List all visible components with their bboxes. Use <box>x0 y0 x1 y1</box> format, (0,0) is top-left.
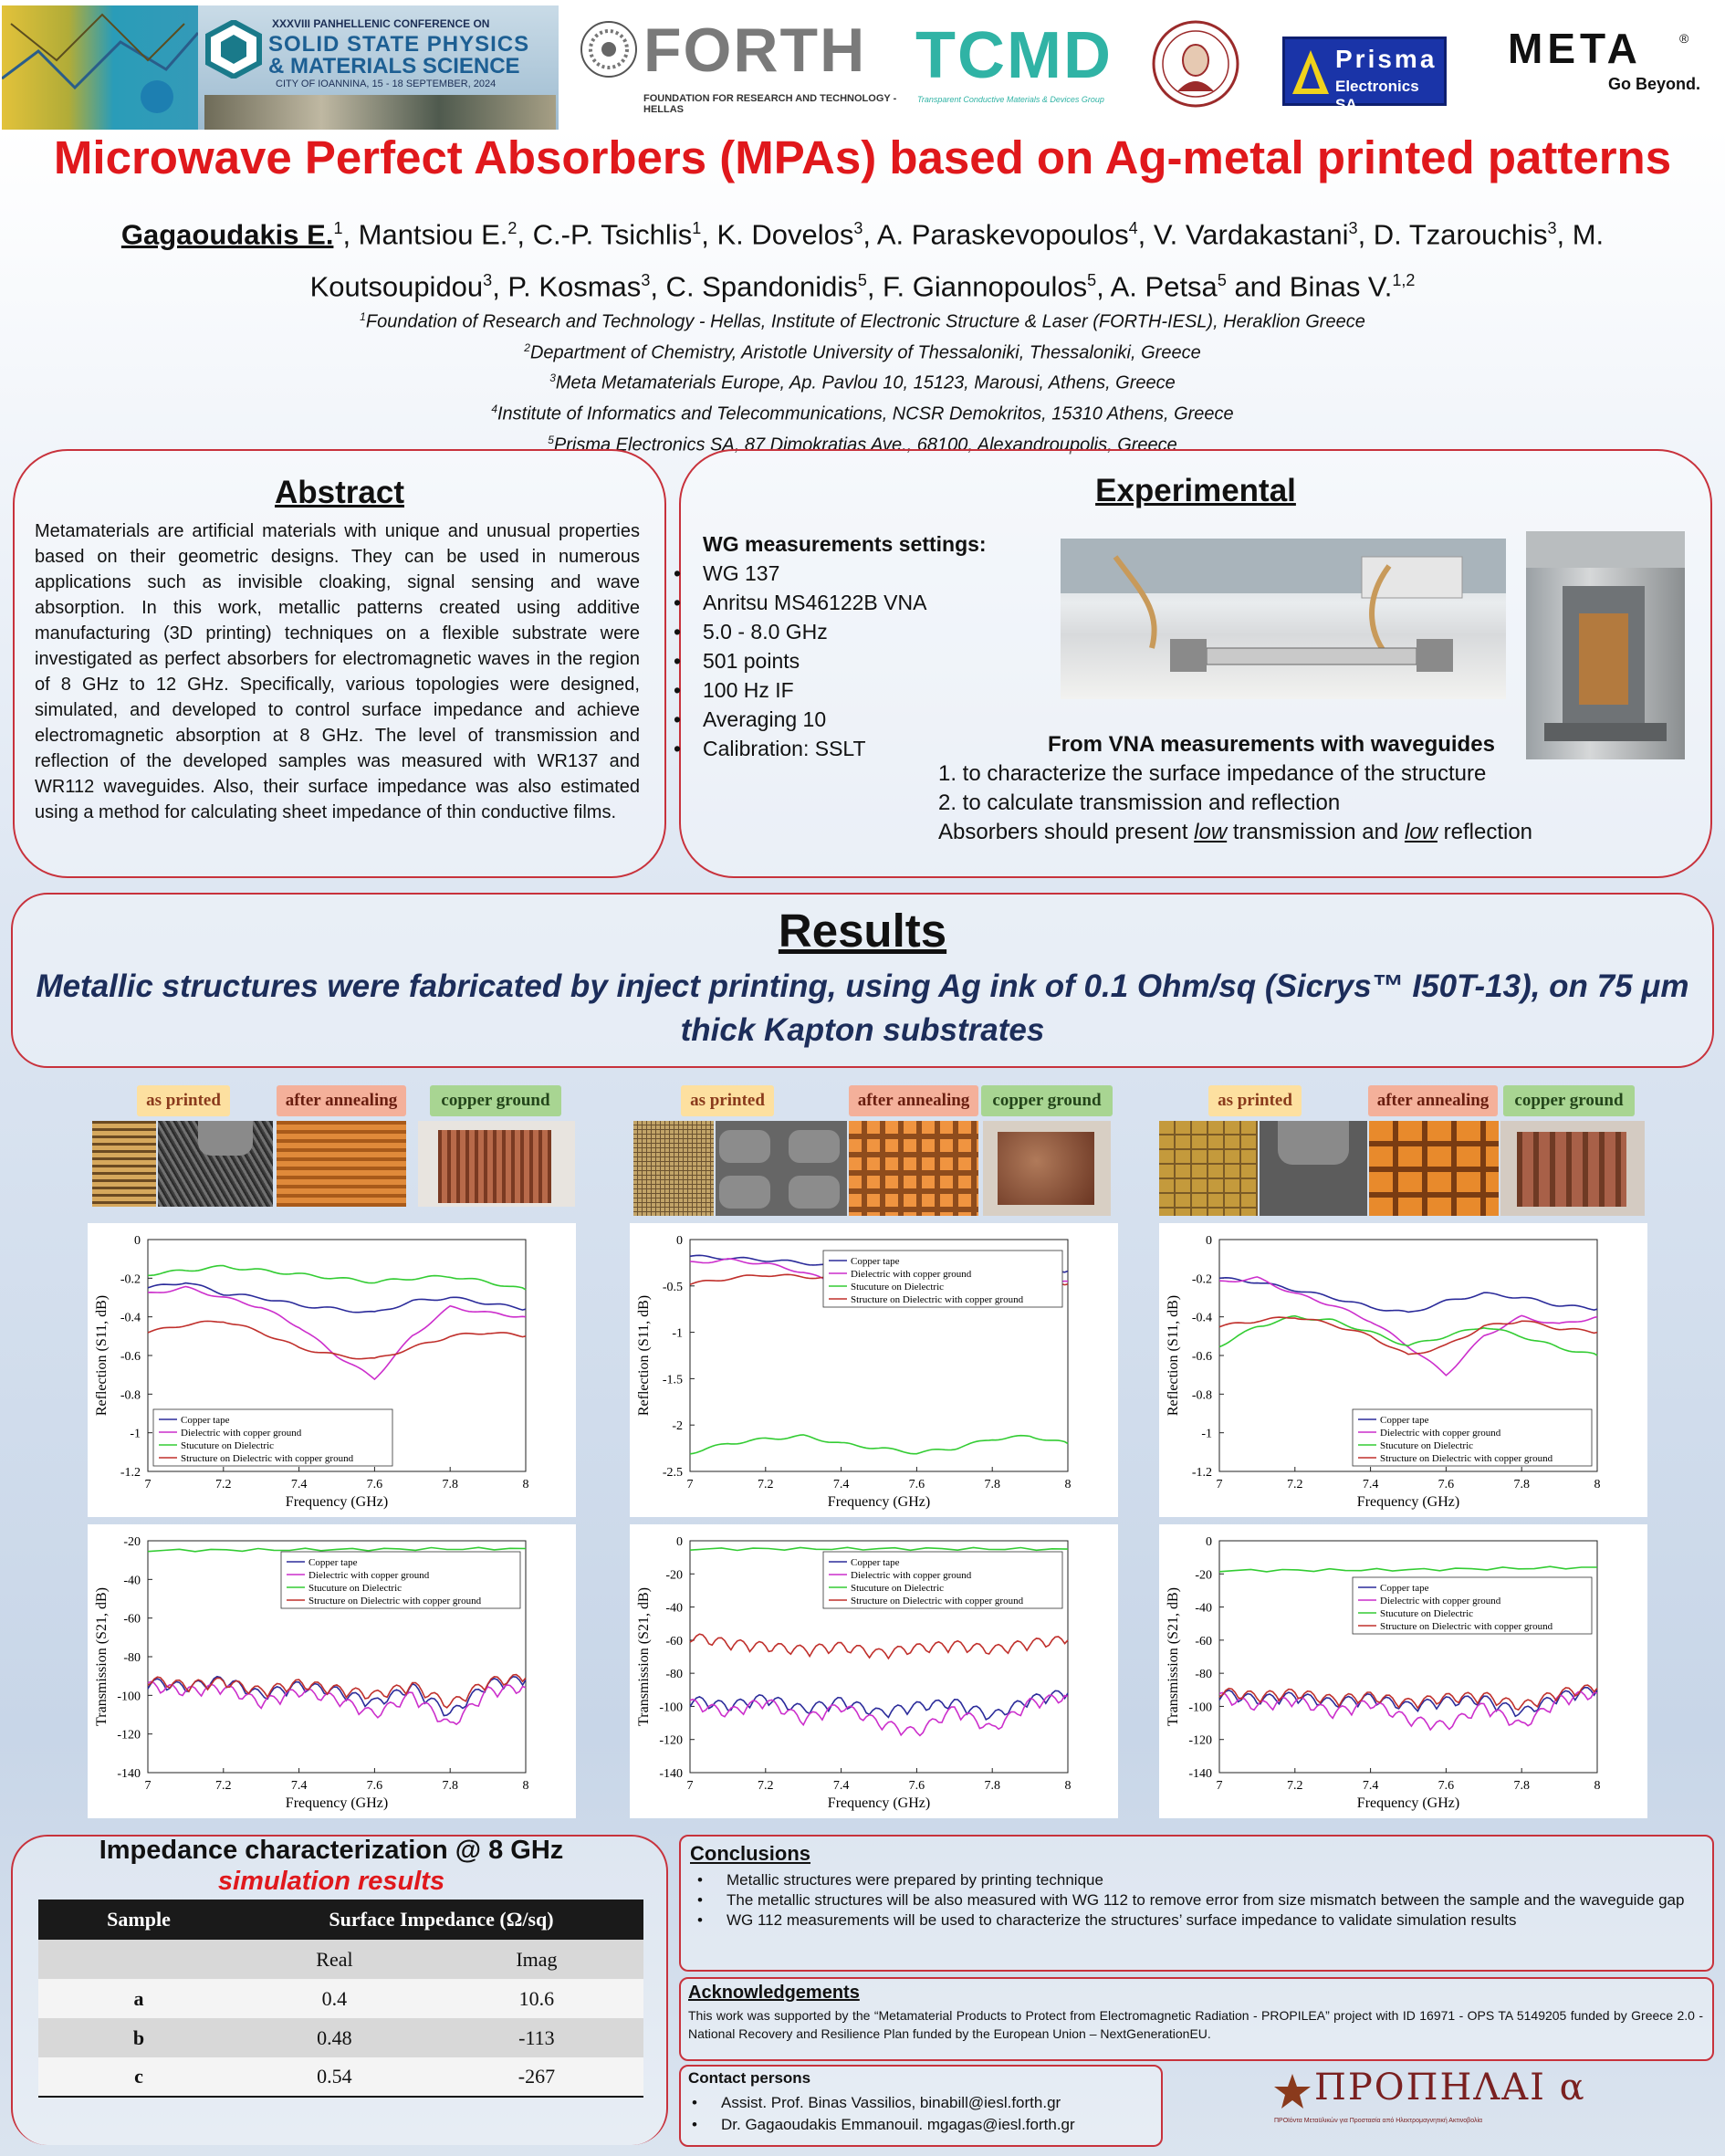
wg-settings <box>703 529 987 763</box>
x-tick-label: 7.6 <box>1438 1478 1455 1491</box>
legend-entry: Structure on Dielectric with copper ground <box>1380 1453 1553 1464</box>
table-header-row <box>38 1900 643 1940</box>
absorbers-note: Absorbers should present low transmission and low reflection <box>938 820 1533 844</box>
prisma-line1: Prisma <box>1335 45 1438 73</box>
chart-b-reflection <box>630 1223 1118 1517</box>
legend-entry: Stucuture on Dielectric <box>1380 1440 1474 1451</box>
legend-entry: Dielectric with copper ground <box>851 1269 972 1280</box>
x-tick-label: 7.8 <box>984 1478 1000 1491</box>
affiliation-list <box>183 304 1542 457</box>
legend-entry: Stucuture on Dielectric <box>308 1583 402 1594</box>
y-tick-label: -120 <box>117 1728 141 1743</box>
y-tick-label: -1.2 <box>120 1466 141 1480</box>
wg-settings-label: WG measurements settings: <box>703 532 987 556</box>
vna-item: 1. to characterize the surface impedance of the structure <box>938 761 1487 786</box>
lab-setup-photo <box>1061 539 1506 699</box>
chart-svg <box>88 1524 576 1818</box>
university-seal-icon <box>1152 20 1239 108</box>
chart-b-transmission <box>630 1524 1118 1818</box>
col-sample: Sample <box>38 1900 239 1940</box>
abstract-text: Metamaterials are artificial materials with unique and unusual properties based on their geometric designs. They can be used in numerous applications such as invisible cloaking, signal sensing and wave absorption. In this work, metallic patterns created using additive manufacturing (3D printing) techniques on a flexible substrate were investigated as perfect absorbers for electromagnetic waves in the region of 8 GHz to 12 GHz. Specifically, various topologies were designed, simulated, and developed to control surface impedance and achieve electromagnetic absorption at 8 GHz. The level of transmission and reflection of the developed samples was measured with WR137 and WR112 waveguides. Also, their surface impedance was also estimated using a method for calculating sheet impedance of thin conductive films. <box>35 521 640 822</box>
propilea-star-icon <box>1274 2074 1311 2110</box>
sample-a-copper <box>418 1121 575 1207</box>
x-tick-label: 7.4 <box>1362 1779 1379 1793</box>
list-item: • The metallic structures will be also measured with WG 112 to remove error from size mismatch between the sample and the waveguide gap <box>690 1890 1699 1910</box>
x-tick-label: 7.6 <box>908 1478 925 1491</box>
x-tick-label: 7.6 <box>908 1779 925 1793</box>
y-tick-label: 0 <box>676 1535 683 1549</box>
tcmd-logo <box>915 19 1121 110</box>
y-tick-label: -0.6 <box>120 1350 141 1364</box>
x-axis-label: Frequency (GHz) <box>827 1494 931 1510</box>
legend-entry: Copper tape <box>308 1557 358 1568</box>
tag-as-printed: as printed <box>1208 1085 1302 1116</box>
plot-frame <box>1219 1541 1597 1773</box>
y-tick-label: -2.5 <box>662 1466 683 1480</box>
author-list: Gagaoudakis E.$^1$, Mantsiou E.$^2$, C.-P. Tsichlis$^1$, K. Dovelos$^3$, A. Paraskevopoulos$^4$, V. Vardakastani$^3$, D. Tzarouchis$^3$, M. Koutsoupidou$^3$, P. Kosmas$^3$, C. Spandonidis$^5$, F. Giannopoulos$^5$, A. Petsa$^5$ and Binas V.$^{1,2}$ <box>120 218 1605 303</box>
x-tick-label: 7.8 <box>1513 1478 1530 1491</box>
chart-svg <box>1159 1524 1647 1818</box>
setting-item: • Calibration: SSLT <box>666 734 987 763</box>
legend-entry: Dielectric with copper ground <box>181 1428 302 1439</box>
vna-notes <box>938 730 1623 847</box>
hexagon-icon <box>204 20 263 78</box>
y-tick-label: -0.5 <box>662 1280 683 1294</box>
legend-entry: Structure on Dielectric with copper ground <box>851 1294 1024 1305</box>
x-tick-label: 7.2 <box>1287 1478 1303 1491</box>
header-logos <box>0 0 1725 132</box>
x-tick-label: 7.4 <box>290 1478 308 1491</box>
x-tick-label: 7.6 <box>1438 1779 1455 1793</box>
meta-logo <box>1508 27 1709 100</box>
y-tick-label: 0 <box>1206 1234 1212 1248</box>
x-tick-label: 8 <box>1064 1779 1072 1793</box>
sample-b-annealed <box>849 1121 978 1216</box>
col-real: Real <box>239 1940 430 1979</box>
conference-map-art <box>2 5 198 130</box>
conclusions-heading: Conclusions <box>690 1842 811 1865</box>
table-row: a 0.4 10.6 <box>38 1979 643 2018</box>
y-tick-label: 0 <box>1206 1535 1212 1549</box>
y-axis-label: Transmission (S21, dB) <box>636 1587 652 1726</box>
y-axis-label: Transmission (S21, dB) <box>94 1587 110 1726</box>
chart-c-transmission <box>1159 1524 1647 1818</box>
results-subtitle: Metallic structures were fabricated by inject printing, using Ag ink of 0.1 Ohm/sq (Sicrys™ I50T-13), on 75 μm thick Kapton substrates <box>36 968 1689 1048</box>
x-tick-label: 7 <box>144 1779 152 1793</box>
y-tick-label: -0.4 <box>120 1311 141 1325</box>
y-tick-label: -140 <box>1188 1767 1212 1781</box>
tag-after-annealing: after annealing <box>849 1085 978 1116</box>
x-tick-label: 7 <box>1216 1478 1223 1491</box>
legend-entry: Copper tape <box>851 1557 900 1568</box>
chart-c-reflection <box>1159 1223 1647 1517</box>
y-axis-label: Reflection (S11, dB) <box>1166 1294 1181 1417</box>
y-tick-label: -120 <box>659 1733 683 1748</box>
affiliation: $^2$Department of Chemistry, Aristotle University of Thessaloniki, Thessaloniki, Greece <box>524 340 1201 363</box>
acknowledgements-text: This work was supported by the “Metamaterial Products to Protect from Electromagnetic Radiation - PROPILEA” project with ID 16971 - OPS TA 5149205 funded by Greece 2.0 - National Recovery and Resilience Plan funded by the European Union – NextGenerationEU. <box>688 2008 1703 2041</box>
y-tick-label: -120 <box>1188 1733 1212 1748</box>
meta-tagline: Go Beyond. <box>1608 75 1701 93</box>
y-tick-label: -0.4 <box>1191 1311 1212 1325</box>
tag-copper-ground: copper ground <box>981 1085 1113 1116</box>
table-subheader-row <box>38 1940 643 1979</box>
contact-item: • Dr. Gagaoudakis Emmanouil. mgagas@iesl.forth.gr <box>685 2114 1075 2136</box>
y-tick-label: -2 <box>672 1419 683 1434</box>
y-tick-label: -0.8 <box>120 1388 141 1403</box>
contact-list <box>685 2092 1075 2136</box>
x-tick-label: 7.8 <box>442 1779 458 1793</box>
legend-entry: Structure on Dielectric with copper ground <box>181 1453 354 1464</box>
contact-item: • Assist. Prof. Binas Vassilios, binabill@iesl.forth.gr <box>685 2092 1075 2114</box>
y-tick-label: -60 <box>1195 1634 1212 1648</box>
poster-title: Microwave Perfect Absorbers (MPAs) based on Ag-metal printed patterns <box>53 131 1672 183</box>
x-tick-label: 7 <box>1216 1779 1223 1793</box>
forth-name: FORTH <box>643 16 867 85</box>
legend-entry: Stucuture on Dielectric <box>181 1440 275 1451</box>
y-axis-label: Reflection (S11, dB) <box>636 1294 652 1417</box>
legend-entry: Dielectric with copper ground <box>308 1570 430 1581</box>
x-axis-label: Frequency (GHz) <box>1356 1795 1460 1811</box>
chart-svg <box>630 1524 1118 1818</box>
legend-entry: Stucuture on Dielectric <box>851 1282 945 1293</box>
prisma-triangle-icon <box>1291 48 1331 96</box>
tag-after-annealing: after annealing <box>1368 1085 1498 1116</box>
conclusions-list <box>690 1870 1699 1931</box>
affiliation: $^1$Foundation of Research and Technology - Hellas, Institute of Electronic Structure & Laser (FORTH-IESL), Heraklion Greece <box>360 310 1365 332</box>
y-tick-label: -1 <box>672 1326 683 1341</box>
y-tick-label: -80 <box>123 1651 141 1665</box>
x-tick-label: 7.4 <box>832 1779 850 1793</box>
affiliation: $^3$Meta Metamaterials Europe, Ap. Pavlou 10, 15123, Marousi, Athens, Greece <box>549 372 1176 393</box>
legend-entry: Structure on Dielectric with copper ground <box>851 1596 1024 1607</box>
conference-banner <box>2 5 559 130</box>
sample-a-annealed <box>277 1121 406 1207</box>
x-tick-label: 7.2 <box>758 1779 774 1793</box>
y-tick-label: -1.5 <box>662 1373 683 1387</box>
legend-entry: Dielectric with copper ground <box>1380 1428 1501 1439</box>
conf-town-strip <box>204 95 556 130</box>
sample-a-printed-sem <box>158 1121 273 1207</box>
legend-entry: Dielectric with copper ground <box>1380 1596 1501 1607</box>
affiliation: $^4$Institute of Informatics and Telecommunications, NCSR Demokritos, 15310 Athens, Greece <box>491 402 1234 424</box>
vna-item: 2. to calculate transmission and reflection <box>938 790 1341 815</box>
legend-entry: Stucuture on Dielectric <box>851 1583 945 1594</box>
conf-line1: XXXVIII PANHELLENIC CONFERENCE ON <box>272 17 490 30</box>
y-tick-label: -1 <box>130 1427 141 1441</box>
x-tick-label: 7.2 <box>1287 1779 1303 1793</box>
x-tick-label: 7.8 <box>984 1779 1000 1793</box>
sample-a-printed <box>92 1121 156 1207</box>
setting-item: • Averaging 10 <box>666 705 987 734</box>
legend-entry: Structure on Dielectric with copper ground <box>1380 1621 1553 1632</box>
conf-line3: & MATERIALS SCIENCE <box>268 54 520 78</box>
x-tick-label: 7.4 <box>832 1478 850 1491</box>
impedance-subtitle: simulation results <box>217 1867 445 1896</box>
legend-entry: Structure on Dielectric with copper ground <box>308 1596 482 1607</box>
y-tick-label: -80 <box>665 1668 683 1682</box>
y-tick-label: -40 <box>1195 1601 1212 1616</box>
y-tick-label: -140 <box>659 1767 683 1781</box>
tag-as-printed: as printed <box>681 1085 774 1116</box>
x-tick-label: 8 <box>1594 1779 1601 1793</box>
sample-c-printed <box>1159 1121 1258 1216</box>
y-tick-label: -1.2 <box>1191 1466 1212 1480</box>
setting-item: • 501 points <box>666 646 987 675</box>
x-tick-label: 7.6 <box>366 1779 383 1793</box>
y-tick-label: -60 <box>123 1612 141 1627</box>
tcmd-name: TCMD <box>915 19 1113 92</box>
legend-entry: Stucuture on Dielectric <box>1380 1608 1474 1619</box>
y-tick-label: 0 <box>676 1234 683 1248</box>
x-tick-label: 7 <box>144 1478 152 1491</box>
legend-entry: Copper tape <box>181 1415 230 1426</box>
setting-item: • Anritsu MS46122B VNA <box>666 588 987 617</box>
tag-copper-ground: copper ground <box>1503 1085 1635 1116</box>
contact-heading: Contact persons <box>688 2069 811 2087</box>
x-tick-label: 8 <box>522 1779 529 1793</box>
forth-logo <box>580 16 899 115</box>
x-axis-label: Frequency (GHz) <box>1356 1494 1460 1510</box>
x-tick-label: 7.2 <box>215 1779 232 1793</box>
y-tick-label: -0.8 <box>1191 1388 1212 1403</box>
x-tick-label: 7.6 <box>366 1478 383 1491</box>
tag-after-annealing: after annealing <box>277 1085 406 1116</box>
acknowledgements-heading: Acknowledgements <box>688 1983 860 2003</box>
col-imag: Imag <box>430 1940 643 1979</box>
prisma-line2: Electronics SA <box>1335 78 1419 113</box>
legend-entry: Copper tape <box>1380 1415 1429 1426</box>
x-tick-label: 8 <box>1594 1478 1601 1491</box>
y-tick-label: -0.2 <box>1191 1272 1212 1287</box>
legend-entry: Copper tape <box>851 1256 900 1267</box>
list-item: • Metallic structures were prepared by printing technique <box>690 1870 1699 1890</box>
y-tick-label: 0 <box>134 1234 141 1248</box>
meta-name: META <box>1508 25 1642 72</box>
experimental-heading: Experimental <box>1095 473 1296 508</box>
tcmd-sub: Transparent Conductive Materials & Devices Group <box>917 95 1104 104</box>
results-heading: Results <box>778 905 947 957</box>
author-first: Gagaoudakis E. <box>120 218 334 251</box>
list-item: • WG 112 measurements will be used to characterize the structures’ surface impedance to validate simulation results <box>690 1910 1699 1931</box>
x-axis-label: Frequency (GHz) <box>827 1795 931 1811</box>
y-tick-label: -100 <box>117 1690 141 1704</box>
y-tick-label: -0.6 <box>1191 1350 1212 1364</box>
lab-setup-art <box>1061 539 1506 699</box>
y-tick-label: -40 <box>665 1601 683 1616</box>
table-row: b 0.48 -113 <box>38 2018 643 2057</box>
y-tick-label: -80 <box>1195 1668 1212 1682</box>
x-tick-label: 7.2 <box>758 1478 774 1491</box>
x-tick-label: 7.8 <box>1513 1779 1530 1793</box>
affiliation: $^5$Prisma Electronics SA, 87 Dimokratias Ave., 68100, Alexandroupolis, Greece <box>548 433 1177 455</box>
x-tick-label: 7 <box>686 1779 694 1793</box>
tag-copper-ground: copper ground <box>430 1085 561 1116</box>
setting-item: • 5.0 - 8.0 GHz <box>666 617 987 646</box>
chart-svg <box>630 1223 1118 1517</box>
y-tick-label: -1 <box>1201 1427 1212 1441</box>
waveguide-photo <box>1526 531 1685 759</box>
y-tick-label: -20 <box>123 1535 141 1549</box>
x-tick-label: 7.2 <box>215 1478 232 1491</box>
chart-svg <box>88 1223 576 1517</box>
sample-c-annealed <box>1369 1121 1499 1216</box>
sample-b-printed-sem <box>716 1121 847 1216</box>
forth-seal-icon <box>580 20 638 78</box>
y-tick-label: -100 <box>1188 1701 1212 1715</box>
prisma-logo <box>1282 37 1447 113</box>
legend-entry: Dielectric with copper ground <box>851 1570 972 1581</box>
forth-sub: FOUNDATION FOR RESEARCH AND TECHNOLOGY - HELLAS <box>643 93 897 115</box>
y-tick-label: -40 <box>123 1574 141 1588</box>
x-axis-label: Frequency (GHz) <box>285 1494 389 1510</box>
abstract-heading: Abstract <box>275 475 404 510</box>
x-tick-label: 7.4 <box>290 1779 308 1793</box>
tag-as-printed: as printed <box>137 1085 230 1116</box>
meta-registered: ® <box>1679 31 1689 46</box>
x-tick-label: 8 <box>522 1478 529 1491</box>
y-tick-label: -0.2 <box>120 1272 141 1287</box>
col-impedance: Surface Impedance (Ω/sq) <box>239 1900 643 1940</box>
x-tick-label: 7.4 <box>1362 1478 1379 1491</box>
propilea-logo <box>1274 2067 1586 2140</box>
impedance-table <box>38 1900 643 2098</box>
chart-svg <box>1159 1223 1647 1517</box>
conf-line4: CITY OF IOANNINA, 15 - 18 SEPTEMBER, 2024 <box>276 78 497 89</box>
y-axis-label: Transmission (S21, dB) <box>1166 1587 1181 1726</box>
y-tick-label: -60 <box>665 1634 683 1648</box>
setting-item: • WG 137 <box>666 559 987 588</box>
y-tick-label: -100 <box>659 1701 683 1715</box>
x-axis-label: Frequency (GHz) <box>285 1795 389 1811</box>
vna-heading: From VNA measurements with waveguides <box>1048 732 1495 757</box>
sample-b-printed <box>633 1121 714 1216</box>
chart-a-reflection <box>88 1223 576 1517</box>
conf-line2: SOLID STATE PHYSICS <box>268 32 530 57</box>
legend-entry: Copper tape <box>1380 1583 1429 1594</box>
propilea-caption: ΠΡΟϊόντα Μεταϋλικών για Προστασία από Ηλεκτρομαγνητική Ακτινοβολία <box>1274 2118 1483 2124</box>
y-axis-label: Reflection (S11, dB) <box>94 1294 110 1417</box>
sample-c-copper <box>1500 1121 1645 1216</box>
impedance-title: Impedance characterization @ 8 GHz <box>99 1836 564 1865</box>
propilea-name: ΠΡΟΠΗΛΑΙ α <box>1314 2067 1586 2109</box>
chart-a-transmission <box>88 1524 576 1818</box>
table-row: c 0.54 -267 <box>38 2057 643 2097</box>
y-tick-label: -20 <box>1195 1568 1212 1583</box>
x-tick-label: 7 <box>686 1478 694 1491</box>
waveguide-art <box>1526 531 1685 759</box>
x-tick-label: 7.8 <box>442 1478 458 1491</box>
x-tick-label: 8 <box>1064 1478 1072 1491</box>
sample-c-printed-sem <box>1260 1121 1367 1216</box>
sample-b-copper <box>983 1121 1111 1216</box>
setting-item: • 100 Hz IF <box>666 675 987 705</box>
y-tick-label: -140 <box>117 1767 141 1781</box>
y-tick-label: -20 <box>665 1568 683 1583</box>
